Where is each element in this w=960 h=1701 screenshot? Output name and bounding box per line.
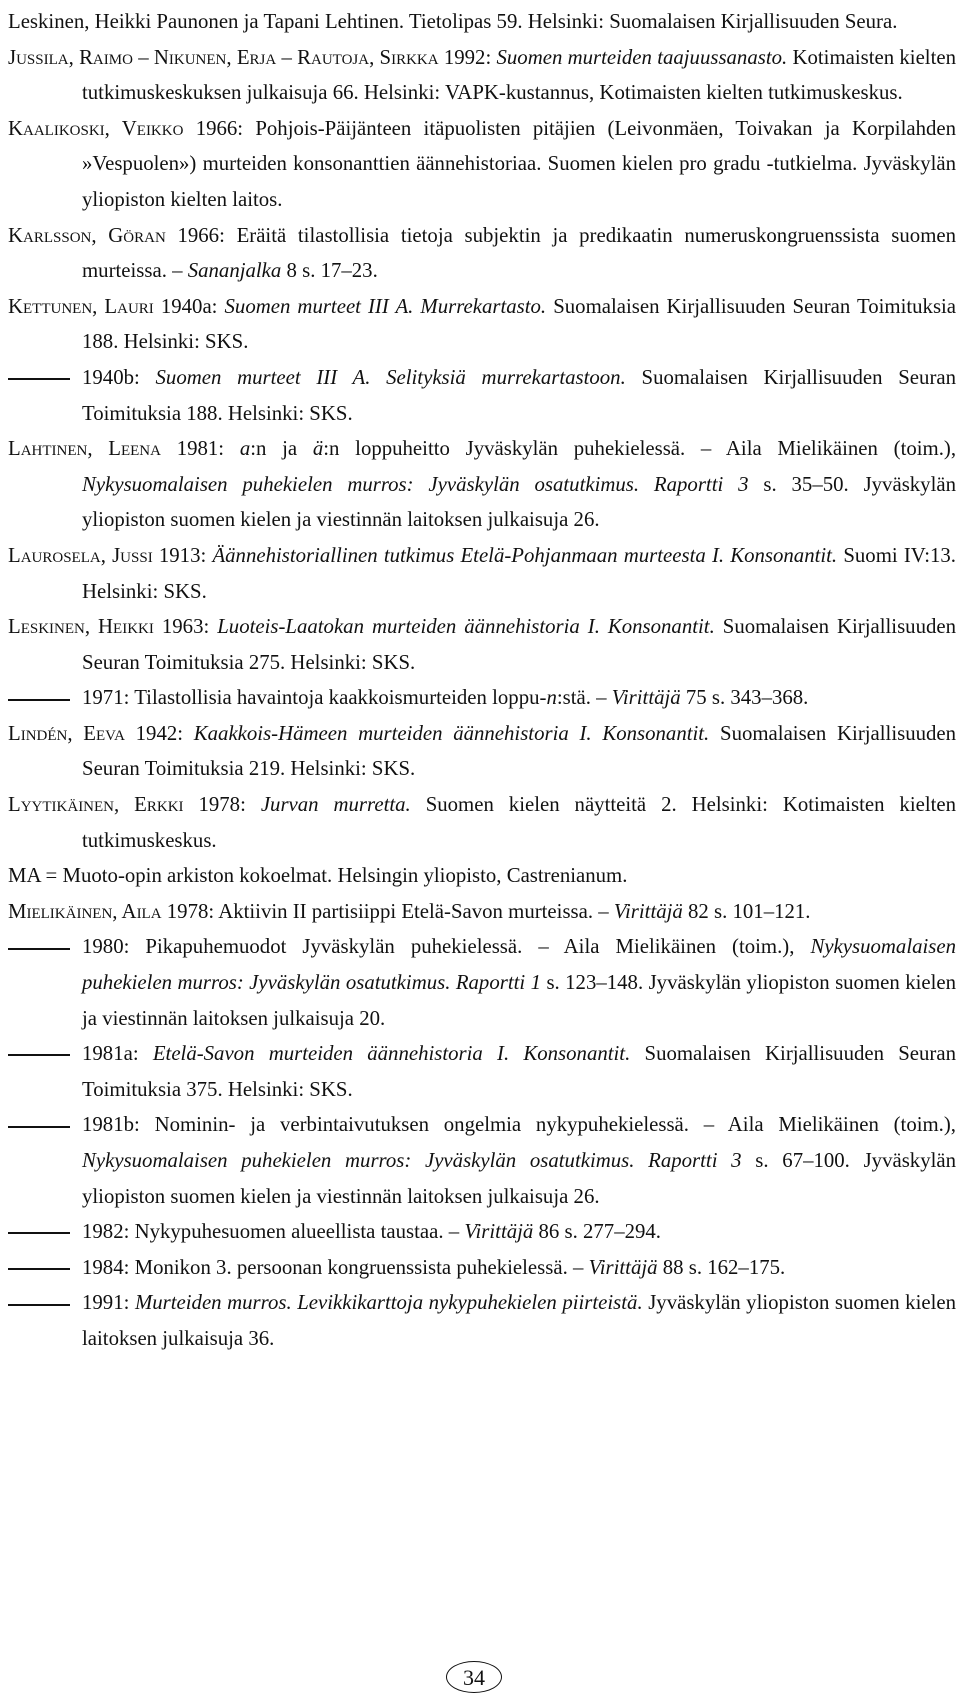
repeat-author-dash <box>8 1304 70 1306</box>
entry-year: 1963: <box>161 615 210 639</box>
entry-author: Jussila, Raimo – Nikunen, Erja – Rautoja, Sirkka <box>8 45 439 69</box>
bibliography-entry <box>8 40 956 111</box>
entry-publication: Suomi IV:13. Helsinki: SKS. <box>82 543 956 603</box>
entry-title: Jurvan murretta. <box>260 793 411 817</box>
entry-publication: Kotimaisten kielten tutkimuskeskuksen julkaisuja 66. Helsinki: VAPK-kustannus, Kotimaisten kielten tutkimuskeskus. <box>82 45 956 105</box>
bibliography-entry <box>8 431 956 538</box>
bibliography-entry <box>8 894 956 930</box>
bibliography-list <box>8 4 956 1357</box>
entry-year: 1981b: <box>82 1113 140 1137</box>
entry-title: Luoteis-Laatokan murteiden äännehistoria I. Konsonantit. <box>217 615 715 639</box>
repeat-author-dash <box>8 1126 70 1128</box>
bibliography-entry <box>8 218 956 289</box>
entry-journal: Virittäjä <box>464 1220 534 1244</box>
entry-year: 1913: <box>158 543 207 567</box>
entry-publication: Pohjois-Päijänteen itäpuolisten pitäjien (Leivonmäen, Toivakan ja Korpilahden »Vespuolen») murteiden konsonanttien äännehistoriaa. Suomen kielen pro gradu -tutkielma. Jyväskylän yliopiston kielten laitos. <box>82 116 956 211</box>
entry-publication: Jyväskylän yliopiston suomen kielen laitoksen julkaisuja 36. <box>82 1291 956 1350</box>
entry-year: 1940b: <box>82 365 140 389</box>
entry-italic-letter: a <box>239 437 251 461</box>
bibliography-entry <box>8 680 956 716</box>
entry-publication: Eräitä tilastollisia tietoja subjektin ja predikaatin numeruskongruenssista suomen murteissa. – <box>82 223 957 283</box>
bibliography-entry <box>8 858 956 894</box>
bibliography-entry <box>8 111 956 218</box>
entry-author: Karlsson, Göran <box>8 223 166 247</box>
repeat-author-dash <box>8 378 70 380</box>
entry-title: Murteiden murros. Levikkikarttoja nykypuhekielen piirteistä. <box>134 1291 643 1315</box>
entry-italic-letter: ä <box>312 437 324 461</box>
entry-publication: Suomalaisen Kirjallisuuden Seuran Toimituksia 188. Helsinki: SKS. <box>82 294 957 354</box>
entry-title: Nykysuomalaisen puhekielen murros: Jyväskylän osatutkimus. Raportti 1 <box>82 935 957 995</box>
entry-publication: Suomalaisen Kirjallisuuden Seuran Toimituksia 219. Helsinki: SKS. <box>82 721 957 781</box>
entry-title: Nykysuomalaisen puhekielen murros: Jyväskylän osatutkimus. Raportti 3 <box>82 472 749 496</box>
entry-year: 1978: <box>198 793 246 817</box>
entry-text: Leskinen, Heikki Paunonen ja Tapani Lehtinen. Tietolipas 59. Helsinki: Suomalaisen Kirjallisuuden Seura. <box>8 10 898 33</box>
entry-title: Suomen murteet III A. Murrekartasto. <box>224 294 547 318</box>
entry-text: :stä. – <box>556 686 607 710</box>
entry-pages: 88 s. 162–175. <box>662 1255 786 1279</box>
entry-publication: Suomen kielen näytteitä 2. Helsinki: Kotimaisten kielten tutkimuskeskus. <box>82 793 957 852</box>
entry-title: Äännehistoriallinen tutkimus Etelä-Pohjanmaan murteesta I. Konsonantit. <box>212 543 838 567</box>
entry-text: Nominin- ja verbintaivutuksen ongelmia nykypuhekielessä. – Aila Mielikäinen (toim.), <box>154 1113 957 1137</box>
bibliography-entry <box>8 1285 956 1356</box>
entry-text: Pikapuhemuodot Jyväskylän puhekielessä. – Aila Mielikäinen (toim.), <box>145 935 795 959</box>
entry-title: Suomen murteiden taajuussanasto. <box>496 45 788 69</box>
entry-journal: Virittäjä <box>613 899 683 923</box>
entry-journal: Virittäjä <box>611 686 681 710</box>
entry-author: Lindén, Eeva <box>8 721 125 745</box>
bibliography-entry <box>8 360 956 431</box>
repeat-author-dash <box>8 699 70 701</box>
entry-journal: Sananjalka <box>187 259 282 283</box>
entry-title: Nykysuomalaisen puhekielen murros: Jyväskylän osatutkimus. Raportti 3 <box>82 1149 742 1172</box>
entry-author: Mielikäinen, Aila <box>8 899 162 923</box>
entry-publication: Suomalaisen Kirjallisuuden Seuran Toimituksia 375. Helsinki: SKS. <box>82 1042 956 1101</box>
entry-year: 1982: <box>82 1220 130 1244</box>
entry-text: MA = Muoto-opin arkiston kokoelmat. Helsingin yliopisto, Castrenianum. <box>8 864 628 888</box>
entry-publication: s. 35–50. Jyväskylän yliopiston suomen kielen ja viestinnän laitoksen julkaisuja 26. <box>82 472 956 532</box>
bibliography-entry <box>8 929 956 1036</box>
entry-publication: s. 123–148. Jyväskylän yliopiston suomen kielen ja viestinnän laitoksen julkaisuja 20. <box>82 971 957 1030</box>
entry-text: Tilastollisia havaintoja kaakkoismurteiden loppu- <box>134 686 547 710</box>
entry-author: Leskinen, Heikki <box>8 615 154 639</box>
entry-publication: Suomalaisen Kirjallisuuden Seuran Toimituksia 188. Helsinki: SKS. <box>82 365 956 425</box>
entry-publication: Suomalaisen Kirjallisuuden Seuran Toimituksia 275. Helsinki: SKS. <box>82 615 956 674</box>
entry-year: 1981: <box>176 437 225 461</box>
entry-year: 1942: <box>135 721 184 745</box>
entry-pages: 8 s. 17–23. <box>286 259 378 283</box>
bibliography-entry <box>8 289 956 360</box>
entry-text: :n loppuheitto Jyväskylän puhekielessä. – Aila Mielikäinen (toim.), <box>323 437 957 461</box>
entry-year: 1991: <box>82 1291 130 1315</box>
repeat-author-dash <box>8 1232 70 1234</box>
bibliography-entry <box>8 609 956 680</box>
entry-year: 1966: <box>177 223 225 247</box>
entry-year: 1981a: <box>82 1042 139 1066</box>
bibliography-entry <box>8 4 956 40</box>
entry-author: Kaalikoski, Veikko <box>8 116 184 140</box>
bibliography-entry <box>8 1036 956 1107</box>
entry-year: 1984: <box>82 1255 130 1279</box>
entry-title: Etelä-Savon murteiden äännehistoria I. Konsonantit. <box>152 1042 631 1066</box>
entry-pages: 82 s. 101–121. <box>688 899 811 923</box>
entry-publication: s. 67–100. Jyväskylän yliopiston suomen kielen ja viestinnän laitoksen julkaisuja 26. <box>82 1149 956 1208</box>
entry-title: Suomen murteet III A. Selityksiä murrekartastoon. <box>155 365 626 389</box>
entry-author: Lyytikäinen, Erkki <box>8 793 184 817</box>
entry-text: Nykypuhesuomen alueellista taustaa. – <box>134 1220 460 1244</box>
entry-journal: Virittäjä <box>588 1255 658 1279</box>
entry-year: 1966: <box>195 116 244 140</box>
entry-pages: 86 s. 277–294. <box>538 1220 661 1244</box>
entry-text: :n ja <box>250 437 298 461</box>
entry-year: 1980: <box>82 935 130 959</box>
entry-text: Aktiivin II partisiippi Etelä-Savon murteissa. – <box>218 899 609 923</box>
entry-author: Laurosela, Jussi <box>8 543 153 567</box>
bibliography-entry <box>8 538 956 609</box>
bibliography-entry <box>8 1214 956 1250</box>
repeat-author-dash <box>8 1268 70 1270</box>
entry-year: 1971: <box>82 686 130 710</box>
entry-pages: 75 s. 343–368. <box>685 686 809 710</box>
bibliography-entry <box>8 1107 956 1214</box>
entry-year: 1940a: <box>160 294 218 318</box>
entry-title: Kaakkois-Hämeen murteiden äännehistoria I. Konsonantit. <box>193 721 710 745</box>
entry-author: Kettunen, Lauri <box>8 294 154 318</box>
bibliography-entry <box>8 787 956 858</box>
repeat-author-dash <box>8 1054 70 1056</box>
entry-text: Monikon 3. persoonan kongruenssista puhekielessä. – <box>134 1255 584 1279</box>
bibliography-entry <box>8 1250 956 1286</box>
repeat-author-dash <box>8 948 70 950</box>
entry-year: 1978: <box>166 899 215 923</box>
entry-author: Lahtinen, Leena <box>8 437 161 461</box>
page-number: 34 <box>446 1661 502 1693</box>
entry-italic-letter: n <box>546 686 557 710</box>
entry-year: 1992: <box>443 45 492 69</box>
bibliography-entry <box>8 716 956 787</box>
